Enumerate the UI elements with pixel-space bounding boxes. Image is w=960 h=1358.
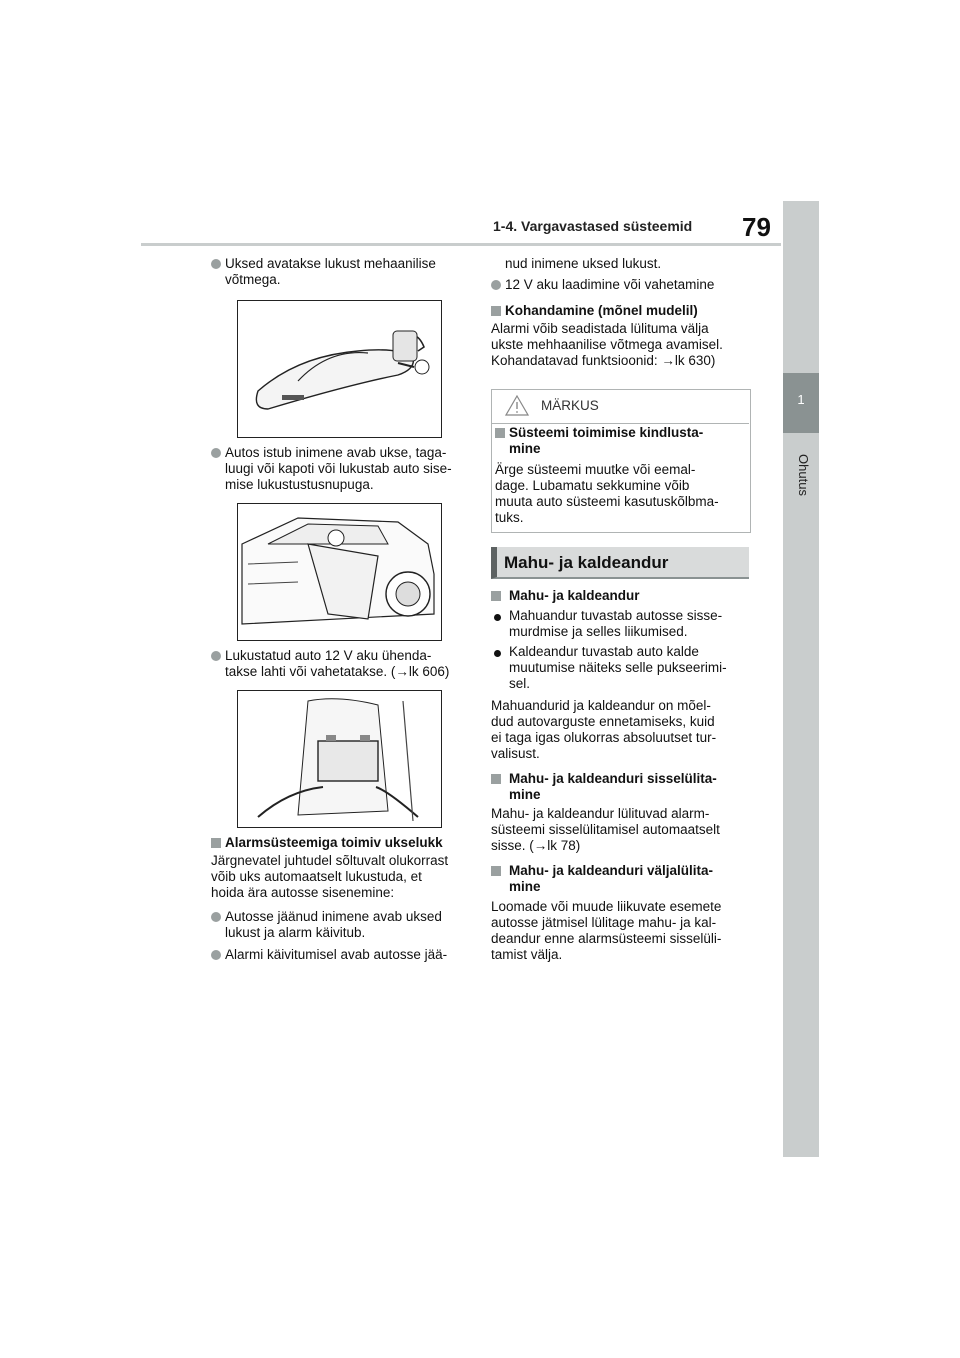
- bullet-black-icon: [494, 650, 501, 657]
- bullet-square-icon: [491, 866, 501, 876]
- continued-text: nud inimene uksed lukust.: [505, 256, 662, 271]
- paragraph-sensor-disable: [491, 899, 721, 963]
- text-line: luugi või kapoti või lukustab auto sise-: [225, 461, 452, 476]
- text-line: süsteemi sisselülitamisel automaatselt: [491, 822, 720, 837]
- text-line: Autos istub inimene avab ukse, taga-: [225, 445, 447, 460]
- figure-door-handle: [237, 300, 442, 438]
- text-line: mine: [509, 441, 541, 456]
- text-line: Kaldeandur tuvastab auto kalde: [509, 644, 699, 659]
- text-line: Mahu- ja kaldeanduri väljalülita-: [509, 863, 714, 878]
- text-line: Lukustatud auto 12 V aku ühenda-: [225, 648, 432, 663]
- bullet-battery-disconnect: [225, 648, 449, 680]
- bullet-person-inside: [225, 445, 452, 493]
- bullet-dot-icon: [211, 448, 221, 458]
- bullet-person-unlocks: [225, 909, 442, 941]
- text-line: Loomade või muude liikuvate esemete: [491, 899, 722, 914]
- notice-header: [491, 389, 749, 424]
- text-line: Mahuandurid ja kaldeandur on mõel-: [491, 698, 711, 713]
- door-handle-illustration: [238, 301, 441, 437]
- heading-sensor-disable: [509, 863, 713, 895]
- text-line: Autosse jäänud inimene avab uksed: [225, 909, 442, 924]
- text-line: dage. Lubamatu sekkumine võib: [495, 478, 690, 493]
- text-line: võib uks automaatselt lukustuda, et: [211, 869, 422, 884]
- text-line: tuks.: [495, 510, 524, 525]
- text-line: murdmise ja selles liikumised.: [509, 624, 688, 639]
- notice-title: MÄRKUS: [541, 398, 599, 413]
- bullet-square-icon: [495, 428, 505, 438]
- text-line: valisust.: [491, 746, 540, 761]
- text-line: mine: [509, 879, 541, 894]
- side-tab-number: 1: [797, 392, 805, 407]
- page-number: 79: [742, 212, 771, 242]
- text-line: muuta auto süsteemi kasutuskõlbma-: [495, 494, 719, 509]
- text-line: Mahu- ja kaldeandur lülituvad alarm-: [491, 806, 710, 821]
- text-line: ei taga igas olukorras absoluutset tur-: [491, 730, 717, 745]
- paragraph-customization: [491, 321, 723, 369]
- notice-body: [495, 462, 719, 526]
- heading-customization: Kohandamine (mõnel mudelil): [505, 303, 698, 318]
- bullet-tilt-sensor: [509, 644, 727, 692]
- text-line: sisse. (→lk 78): [491, 838, 581, 853]
- bullet-dot-icon: [211, 651, 221, 661]
- text-line: Alarmi käivitumisel avab autosse jää-: [225, 947, 448, 962]
- warning-triangle-icon: [505, 395, 529, 416]
- bullet-door-key: [225, 256, 436, 288]
- text-line: dud autovarguste ennetamiseks, kuid: [491, 714, 715, 729]
- bullet-dot-icon: [211, 950, 221, 960]
- figure-battery: [237, 690, 442, 828]
- bullet-black-icon: [494, 614, 501, 621]
- text-line: tamist välja.: [491, 947, 563, 962]
- text-line: deandur enne alarmsüsteemi sisselüli-: [491, 931, 722, 946]
- heading-sensor-enable: [509, 771, 717, 803]
- car-door-illustration: [238, 504, 441, 640]
- bullet-alarm-triggered: [225, 947, 447, 963]
- bullet-dot-icon: [211, 259, 221, 269]
- text-line: takse lahti või vahetatakse. (→lk 606): [225, 664, 450, 679]
- section-title: Mahu- ja kaldeandur: [504, 553, 669, 572]
- heading-sensors: Mahu- ja kaldeandur: [509, 588, 640, 603]
- side-tab-label: Ohutus: [796, 454, 811, 496]
- text-line: Mahu- ja kaldeanduri sisselülita-: [509, 771, 717, 786]
- figure-car-door-open: [237, 503, 442, 641]
- paragraph-sensor-enable: [491, 806, 720, 854]
- bullet-square-icon: [211, 838, 221, 848]
- text-line: ukste mehhaanilise võtmega avamisel.: [491, 337, 723, 352]
- text-line: autosse jätmisel lülitage mahu- ja kal-: [491, 915, 717, 930]
- battery-illustration: [238, 691, 441, 827]
- text-line: Uksed avatakse lukust mehaanilise: [225, 256, 436, 271]
- chapter-title: 1-4. Vargavastased süsteemid: [493, 218, 693, 234]
- bullet-volume-sensor: [509, 608, 722, 640]
- text-line: Kohandatavad funktsioonid: →lk 630): [491, 353, 716, 368]
- header-rule: [141, 243, 781, 246]
- text-line: Järgnevatel juhtudel sõltuvalt olukorrast: [211, 853, 449, 868]
- paragraph-auto-lock: [211, 853, 448, 901]
- notice-heading: [509, 425, 703, 457]
- bullet-square-icon: [491, 591, 501, 601]
- heading-alarm-door-lock: Alarmsüsteemiga toimiv ukselukk: [225, 835, 443, 850]
- text-line: Süsteemi toimimise kindlusta-: [509, 425, 704, 440]
- paragraph-sensors-purpose: [491, 698, 716, 762]
- text-line: hoida ära autosse sisenemine:: [211, 885, 395, 900]
- text-line: Ärge süsteemi muutke või eemal-: [495, 462, 696, 477]
- text-line: mine: [509, 787, 541, 802]
- bullet-dot-icon: [211, 912, 221, 922]
- side-tab: [783, 201, 819, 1157]
- text-line: võtmega.: [225, 272, 281, 287]
- bullet-dot-icon: [491, 280, 501, 290]
- bullet-square-icon: [491, 306, 501, 316]
- text-line: mise lukustustusnupuga.: [225, 477, 374, 492]
- text-line: lukust ja alarm käivitub.: [225, 925, 366, 940]
- bullet-battery-charge: 12 V aku laadimine või vahetamine: [505, 277, 715, 292]
- text-line: muutumise näiteks selle pukseerimi-: [509, 660, 727, 675]
- bullet-square-icon: [491, 774, 501, 784]
- text-line: sel.: [509, 676, 531, 691]
- text-line: Alarmi võib seadistada lülituma välja: [491, 321, 709, 336]
- text-line: Mahuandur tuvastab autosse sisse-: [509, 608, 723, 623]
